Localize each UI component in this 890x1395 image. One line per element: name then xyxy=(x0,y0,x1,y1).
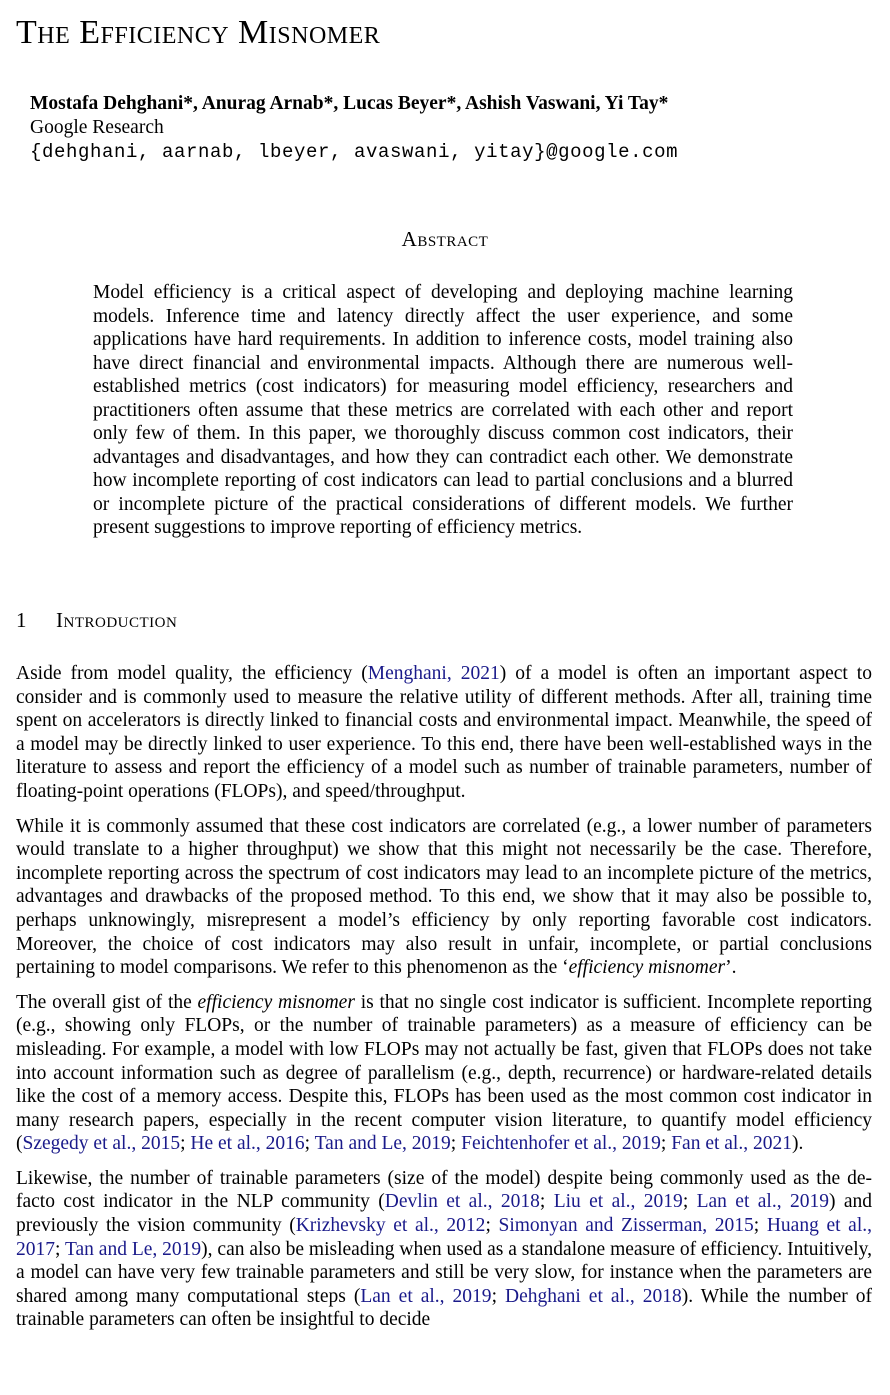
citation-link[interactable]: Fan et al., 2021 xyxy=(671,1133,792,1155)
citation-link[interactable]: Liu et al., 2019 xyxy=(553,1191,683,1213)
paper-title: The Efficiency Misnomer xyxy=(16,14,381,51)
citation-link[interactable]: Lan et al., 2019 xyxy=(360,1285,492,1307)
abstract-heading: Abstract xyxy=(401,227,489,251)
paragraph: The overall gist of the efficiency misnomer is that no single cost indicator is sufficient. Incomplete reporting (e.g., showing only FLOPs, or the number of trainable parameters) as a measure of efficiency can be misleading. For example, a model with low FLOPs may not actually be fast, given that FLOPs does not take into account information such as degree of parallelism (e.g., depth, recurrence) or hardware-related details like the cost of a memory access. Despite this, FLOPs has been used as the most common cost indicator in many research papers, especially in the recent computer vision literature, to quantify model efficiency (Szegedy et al., 2015; He et al., 2016; Tan and Le, 2019; Feichtenhofer et al., 2019; Fan et al., 2021). xyxy=(16,991,872,1155)
paragraph: Aside from model quality, the efficiency (Menghani, 2021) of a model is often an important aspect to consider and is commonly used to measure the relative utility of different methods. After all, training time spent on accelerators is directly linked to financial costs and environmental impact. Meanwhile, the speed of a model may be directly linked to user experience. To this end, there have been well-established ways in the literature to assess and report the efficiency of a model such as number of trainable parameters, number of floating-point operations (FLOPs), and speed/throughput. xyxy=(16,663,872,802)
citation-link[interactable]: Simonyan and Zisserman, 2015 xyxy=(498,1215,754,1237)
citation-link[interactable]: Devlin et al., 2018 xyxy=(384,1191,540,1213)
citation-link[interactable]: Tan and Le, 2019 xyxy=(314,1133,451,1155)
emphasis-text: efficiency misnomer xyxy=(197,991,355,1013)
citation-link[interactable]: Feichtenhofer et al., 2019 xyxy=(461,1133,661,1155)
author-affiliation: Google Research xyxy=(30,117,164,138)
citation-link[interactable]: Krizhevsky et al., 2012 xyxy=(295,1215,486,1237)
emphasis-text: efficiency misnomer xyxy=(568,957,726,979)
citation-link[interactable]: Menghani, 2021 xyxy=(367,663,500,684)
author-names: Mostafa Dehghani*, Anurag Arnab*, Lucas Beyer*, Ashish Vaswani, Yi Tay* xyxy=(30,93,669,114)
paragraph: Likewise, the number of trainable parameters (size of the model) despite being commonly used as the de-facto cost indicator in the NLP community (Devlin et al., 2018; Liu et al., 2019; Lan et al., 2019) and previously the vision community (Krizhevsky et al., 2012; Simonyan and Zisserman, 2015; Huang et al., 2017; Tan and Le, 2019), can also be misleading when used as a standalone measure of efficiency. Intuitively, a model can have very few trainable parameters and still be very slow, for instance when the parameters are shared among many computational steps (Lan et al., 2019; Dehghani et al., 2018). While the number of trainable parameters can often be insightful to decide xyxy=(16,1167,873,1331)
citation-link[interactable]: Szegedy et al., 2015 xyxy=(22,1133,181,1155)
abstract-text: Model efficiency is a critical aspect of developing and deploying machine learning models. Inference time and latency directly affect the user experience, and some applications have hard requirements. In addition to inference costs, model training also have direct financial and environmental impacts. Although there are numerous well-established metrics (cost indicators) for measuring model efficiency, researchers and practitioners often assume that these metrics are correlated with each other and report only few of them. In this paper, we thoroughly discuss common cost indicators, their advantages and disadvantages, and how they can contradict each other. We demonstrate how incomplete reporting of cost indicators can lead to partial conclusions and a blurred or incomplete picture of the practical considerations of different models. We further present suggestions to improve reporting of efficiency metrics. xyxy=(93,282,793,538)
section-heading xyxy=(16,608,177,633)
citation-link[interactable]: Tan and Le, 2019 xyxy=(64,1238,202,1260)
author-emails: {dehghani, aarnab, lbeyer, avaswani, yitay}@google.com xyxy=(30,141,679,163)
paragraph: While it is commonly assumed that these cost indicators are correlated (e.g., a lower number of parameters would translate to a higher throughput) we show that this might not necessarily be the case. Therefore, incomplete reporting across the spectrum of cost indicators may lead to an incomplete picture of the metrics, advantages and drawbacks of the proposed method. To this end, we show that it may also be possible to, perhaps unknowingly, misrepresent a model’s efficiency by only reporting favorable cost indicators. Moreover, the choice of cost indicators may also result in unfair, incomplete, or partial conclusions pertaining to model comparisons. We refer to this phenomenon as the ‘efficiency misnomer’. xyxy=(16,815,872,979)
section-number: 1 xyxy=(16,608,27,632)
citation-link[interactable]: He et al., 2016 xyxy=(190,1133,305,1155)
citation-link[interactable]: Dehghani et al., 2018 xyxy=(504,1285,682,1307)
intro-body xyxy=(16,662,872,1343)
citation-link[interactable]: Lan et al., 2019 xyxy=(696,1191,829,1213)
author-block xyxy=(30,92,678,164)
citation-link[interactable]: Huang et al., 2017 xyxy=(16,1215,873,1260)
section-title: Introduction xyxy=(56,608,178,632)
